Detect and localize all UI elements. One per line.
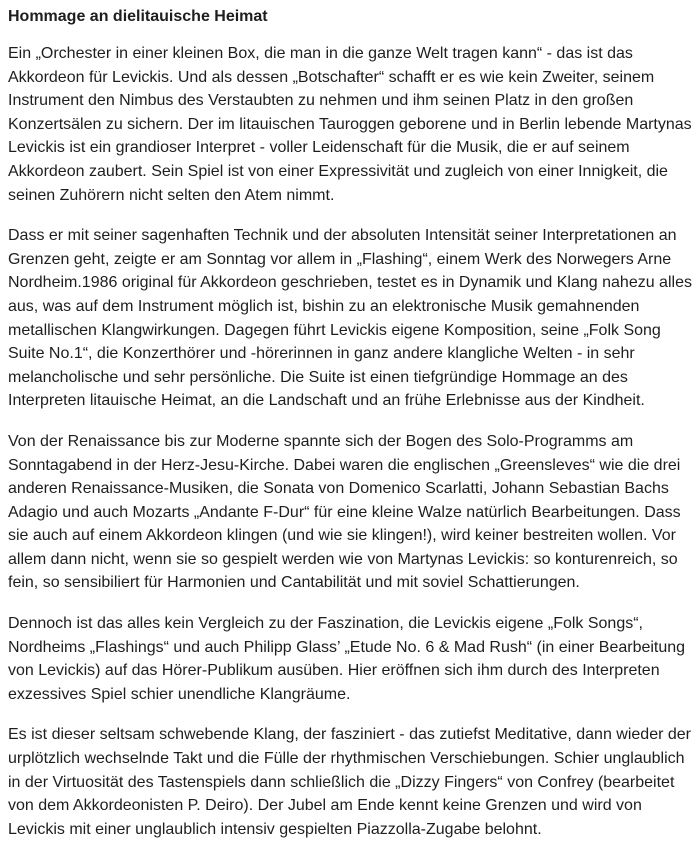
article-paragraph-2: Dass er mit seiner sagenhaften Technik und der absoluten Intensität seiner Interpretationen an Grenzen geht, zeigte er am Sonntag vor allem in „Flashing“, einem Werk des Norwegers Arne Nordheim.1986 original für Akkordeon geschrieben, testet es in Dynamik und Klang nahezu alles aus, was auf dem Instrument möglich ist, bishin zu an elektronische Musik gemahnenden metallischen Klangwirkungen. Dagegen führt Levickis eigene Komposition, seine „Folk Song Suite No.1“, die Konzerthörer und -hörerinnen in ganz andere klangliche Welten - in sehr melancholische und sehr persönliche. Die Suite ist einen tiefgründige Hommage an des Interpreten litauische Heimat, an die Landschaft und an frühe Erlebnisse aus der Kindheit. [8, 227, 692, 410]
article-title: Hommage an dielitauische Heimat [8, 8, 268, 25]
article-paragraph-5: Es ist dieser seltsam schwebende Klang, der fasziniert - das zutiefst Meditative, dann wieder der urplötzlich wechselnde Takt und die Fülle der rhythmischen Verschiebungen. Schier unglaublich in der Virtuosität des Tastenspiels dann schließlich die „Dizzy Fingers“ von Confrey (bearbeitet von dem Akkordeonisten P. Deiro). Der Jubel am Ende kennt keine Grenzen und wird von Levickis mit einer unglaublich intensiv gespielten Piazzolla-Zugabe belohnt. [8, 726, 691, 838]
article-paragraph-3: Von der Renaissance bis zur Moderne spannte sich der Bogen des Solo-Programms am Sonntagabend in der Herz-Jesu-Kirche. Dabei waren die englischen „Greensleves“ wie die drei anderen Renaissance-Musiken, die Sonata von Domenico Scarlatti, Johann Sebastian Bachs Adagio und auch Mozarts „Andante F-Dur“ für eine kleine Walze natürlich Bearbeitungen. Dass sie auch auf einem Akkordeon klingen (und wie sie klingen!), wird keiner bestreiten wollen. Vor allem dann nicht, wenn sie so gespielt werden wie von Martynas Levickis: so konturenreich, so fein, so sensibiliert für Harmonien und Cantabilität und mit soviel Schattierungen. [8, 432, 681, 592]
article-paragraph-4: Dennoch ist das alles kein Vergleich zu der Faszination, die Levickis eigene „Folk Songs“, Nordheims „Flashings“ und auch Philipp Glass’ „Etude No. 6 & Mad Rush“ (in einer Bearbeitung von Levickis) auf das Hörer-Publikum ausüben. Hier eröffnen sich ihm durch des Interpreten exzessives Spiel schier unendliche Klangräume. [8, 615, 686, 703]
article-paragraph-1: Ein „Orchester in einer kleinen Box, die man in die ganze Welt tragen kann“ - das ist das Akkordeon für Levickis. Und als dessen „Botschafter“ schafft er es wie kein Zweiter, seinem Instrument den Nimbus des Verstaubten zu nehmen und ihm seinen Platz in den großen Konzertsälen zu sichern. Der im litauischen Tauroggen geborene und in Berlin lebende Martynas Levickis ist ein grandioser Interpret - voller Leidenschaft für die Musik, die er auf seinem Akkordeon zaubert. Sein Spiel ist von einer Expressivität und zugleich von einer Innigkeit, die seinen Zuhörern nicht selten den Atem nimmt. [8, 45, 692, 204]
